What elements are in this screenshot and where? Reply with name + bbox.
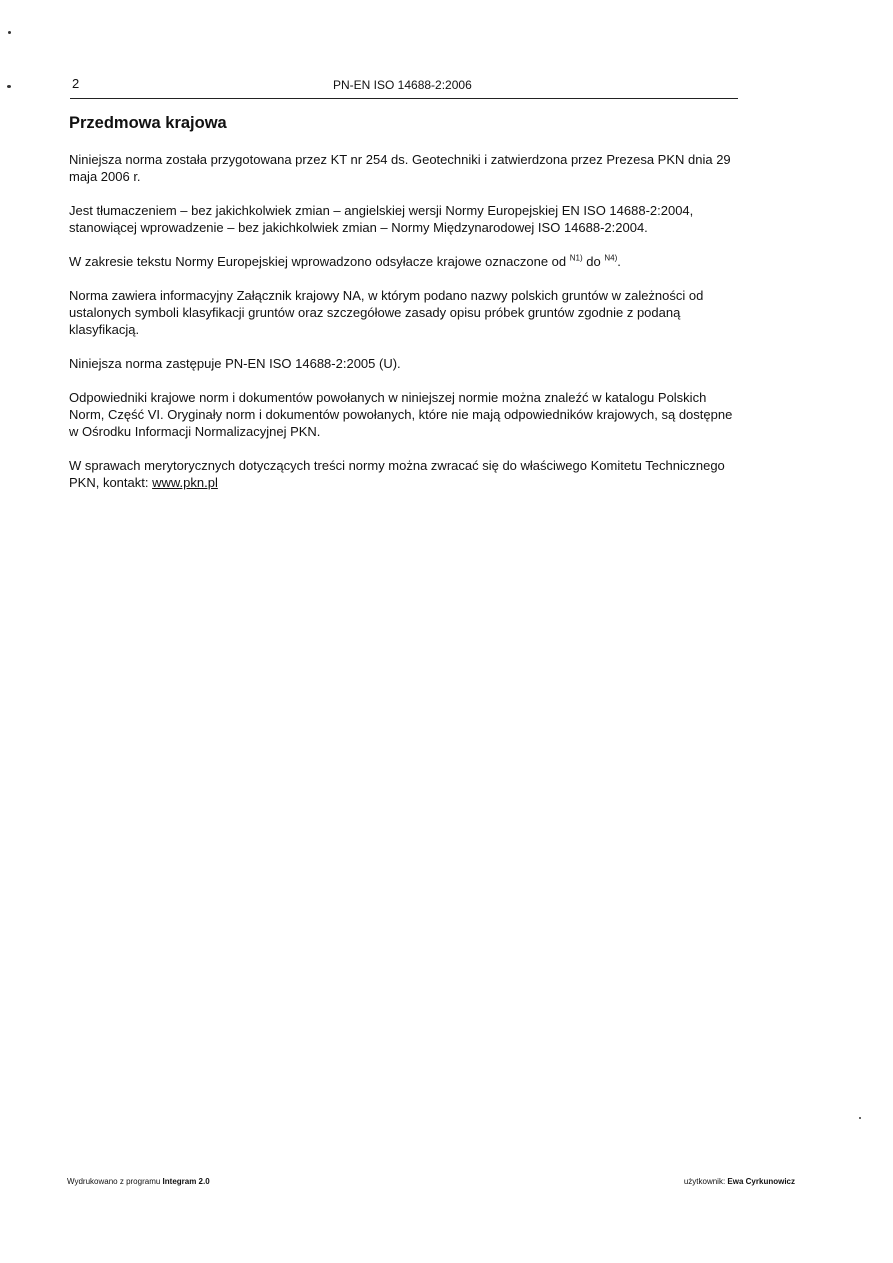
footer-printed-label: Wydrukowano z programu [67,1177,161,1186]
paragraph-contact [69,457,741,491]
footer-user [684,1177,795,1186]
footnote-ref-start: N1) [569,253,583,263]
footer-program-name: Integram 2.0 [162,1177,210,1186]
references-do: do [586,254,601,269]
foreword-body [69,151,741,508]
paragraph-national-references [69,253,741,270]
paragraph-supersedes: Niniejsza norma zastępuje PN-EN ISO 14688-2:2005 (U). [69,356,401,371]
section-title: Przedmowa krajowa [69,114,227,132]
pkn-website-link[interactable]: www.pkn.pl [152,475,218,490]
contact-text: W sprawach merytorycznych dotyczących treści normy można zwracać się do właściwego Komitetu Technicznego PKN, kontakt: [69,458,725,490]
footer-printed-from [67,1177,210,1186]
footnote-ref-end: N4) [604,253,618,263]
references-text: W zakresie tekstu Normy Europejskiej wprowadzono odsyłacze krajowe oznaczone od [69,254,567,269]
page-number: 2 [72,76,80,91]
footer-user-label: użytkownik: [683,1177,726,1186]
scan-speck [8,31,11,34]
paragraph-approval: Niniejsza norma została przygotowana przez KT nr 254 ds. Geotechniki i zatwierdzona przez Prezesa PKN dnia 29 maja 2006 r. [69,152,731,184]
paragraph-translation: Jest tłumaczeniem – bez jakichkolwiek zmian – angielskiej wersji Normy Europejskiej EN ISO 14688-2:2004, stanowiącej wprowadzenie – bez jakichkolwiek zmian – Normy Międzynarodowej ISO 14688-2:2004. [69,203,694,235]
scan-speck [7,85,11,88]
footer-user-name: Ewa Cyrkunowicz [727,1177,795,1186]
paragraph-equivalents: Odpowiedniki krajowe norm i dokumentów powołanych w niniejszej normie można znaleźć w katalogu Polskich Norm, Część VI. Oryginały norm i dokumentów powołanych, które nie mają odpowiedników krajowych, są dostępne w Ośrodku Informacji Normalizacyjnej PKN. [69,390,733,439]
standard-id: PN-EN ISO 14688-2:2006 [333,78,472,92]
paragraph-annex: Norma zawiera informacyjny Załącznik krajowy NA, w którym podano nazwy polskich gruntów w zależności od ustalonych symboli klasyfikacji gruntów oraz szczegółowe zasady opisu próbek gruntów zgodnie z podaną klasyfikacją. [69,288,704,337]
references-period: . [617,254,621,269]
scan-speck [859,1117,861,1119]
running-header [70,76,738,99]
